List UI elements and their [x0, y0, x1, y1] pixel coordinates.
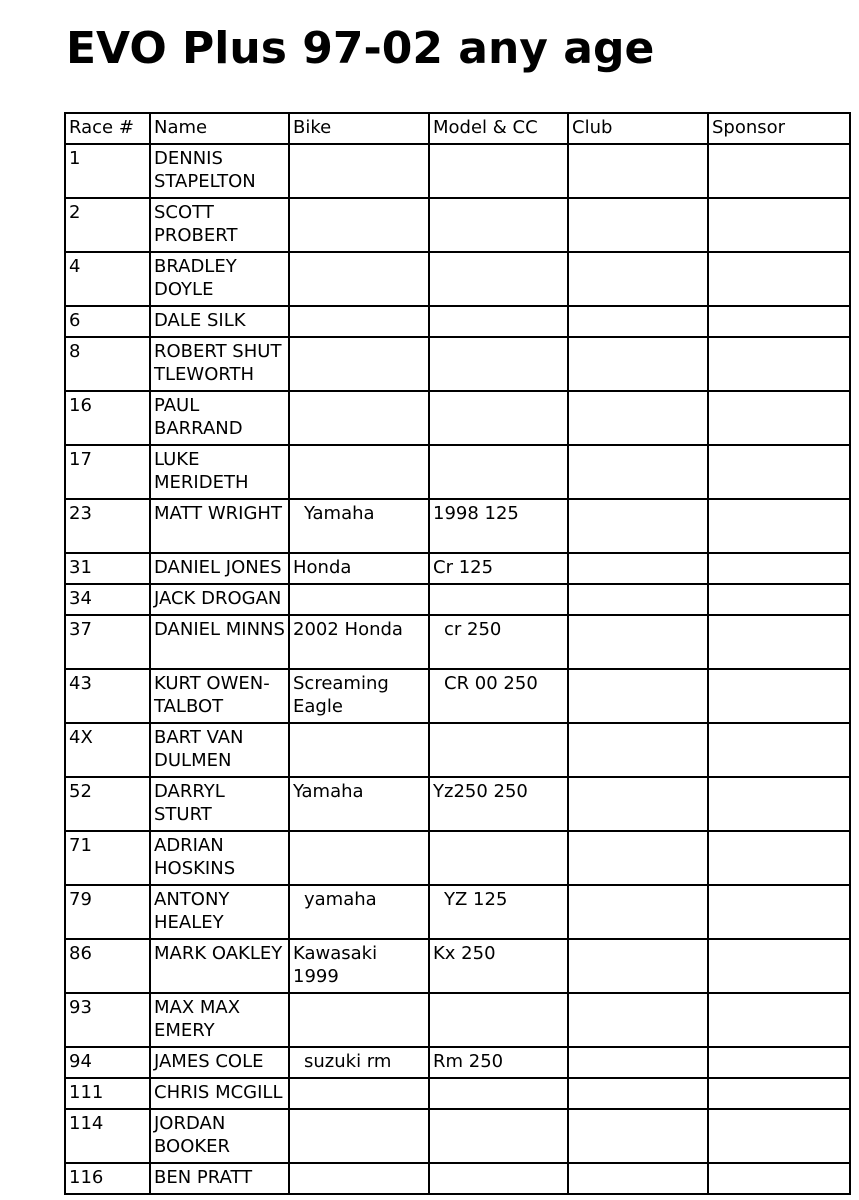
cell-name: MATT WRIGHT: [150, 499, 289, 553]
cell-bike: [289, 1109, 429, 1163]
cell-club: [568, 615, 708, 669]
cell-race-number: 116: [65, 1163, 150, 1194]
table-row: [65, 1078, 850, 1109]
cell-model-cc: Rm 250: [429, 1047, 568, 1078]
cell-race-number: 52: [65, 777, 150, 831]
table-row: [65, 669, 850, 723]
cell-sponsor: [708, 499, 850, 553]
cell-bike: 2002 Honda: [289, 615, 429, 669]
cell-club: [568, 777, 708, 831]
table-row: [65, 831, 850, 885]
cell-bike: [289, 1163, 429, 1194]
cell-bike: [289, 831, 429, 885]
cell-bike: Screaming Eagle: [289, 669, 429, 723]
cell-sponsor: [708, 1078, 850, 1109]
cell-model-cc: [429, 337, 568, 391]
cell-model-cc: [429, 445, 568, 499]
cell-club: [568, 252, 708, 306]
cell-race-number: 17: [65, 445, 150, 499]
cell-bike: [289, 252, 429, 306]
cell-bike: [289, 445, 429, 499]
cell-race-number: 34: [65, 584, 150, 615]
cell-sponsor: [708, 939, 850, 993]
cell-club: [568, 723, 708, 777]
cell-name: PAUL BARRAND: [150, 391, 289, 445]
cell-race-number: 94: [65, 1047, 150, 1078]
table-row: [65, 391, 850, 445]
cell-club: [568, 445, 708, 499]
cell-race-number: 79: [65, 885, 150, 939]
cell-model-cc: Cr 125: [429, 553, 568, 584]
table-row: [65, 553, 850, 584]
table-row: [65, 144, 850, 198]
cell-club: [568, 499, 708, 553]
cell-name: BRADLEY DOYLE: [150, 252, 289, 306]
cell-model-cc: [429, 391, 568, 445]
cell-sponsor: [708, 337, 850, 391]
cell-model-cc: Kx 250: [429, 939, 568, 993]
cell-club: [568, 1047, 708, 1078]
cell-sponsor: [708, 831, 850, 885]
cell-sponsor: [708, 777, 850, 831]
entry-table: [64, 112, 851, 1195]
cell-sponsor: [708, 885, 850, 939]
cell-name: DANIEL JONES: [150, 553, 289, 584]
cell-sponsor: [708, 306, 850, 337]
cell-club: [568, 831, 708, 885]
cell-sponsor: [708, 553, 850, 584]
cell-race-number: 4: [65, 252, 150, 306]
table-row: [65, 198, 850, 252]
cell-name: BEN PRATT: [150, 1163, 289, 1194]
cell-club: [568, 669, 708, 723]
cell-race-number: 43: [65, 669, 150, 723]
cell-sponsor: [708, 144, 850, 198]
column-header-club: Club: [568, 113, 708, 144]
table-row: [65, 252, 850, 306]
table-row: [65, 584, 850, 615]
cell-bike: [289, 144, 429, 198]
cell-club: [568, 1163, 708, 1194]
cell-race-number: 114: [65, 1109, 150, 1163]
cell-race-number: 2: [65, 198, 150, 252]
cell-club: [568, 885, 708, 939]
cell-name: CHRIS MCGILL: [150, 1078, 289, 1109]
cell-bike: [289, 337, 429, 391]
table-row: [65, 499, 850, 553]
cell-name: SCOTT PROBERT: [150, 198, 289, 252]
cell-club: [568, 391, 708, 445]
cell-club: [568, 198, 708, 252]
cell-sponsor: [708, 445, 850, 499]
table-row: [65, 1047, 850, 1078]
cell-model-cc: [429, 1163, 568, 1194]
column-header-name: Name: [150, 113, 289, 144]
table-row: [65, 615, 850, 669]
cell-sponsor: [708, 669, 850, 723]
cell-model-cc: [429, 1109, 568, 1163]
cell-race-number: 71: [65, 831, 150, 885]
cell-sponsor: [708, 993, 850, 1047]
cell-name: ANTONY HEALEY: [150, 885, 289, 939]
cell-model-cc: [429, 831, 568, 885]
table-row: [65, 777, 850, 831]
cell-name: JORDAN BOOKER: [150, 1109, 289, 1163]
cell-race-number: 111: [65, 1078, 150, 1109]
cell-race-number: 93: [65, 993, 150, 1047]
cell-model-cc: [429, 198, 568, 252]
cell-bike: Honda: [289, 553, 429, 584]
table-row: [65, 993, 850, 1047]
cell-name: KURT OWEN-TALBOT: [150, 669, 289, 723]
cell-club: [568, 993, 708, 1047]
cell-race-number: 31: [65, 553, 150, 584]
page-title: EVO Plus 97-02 any age: [66, 23, 655, 74]
column-header-model-cc: Model & CC: [429, 113, 568, 144]
cell-model-cc: [429, 252, 568, 306]
cell-bike: [289, 1078, 429, 1109]
cell-name: ADRIAN HOSKINS: [150, 831, 289, 885]
cell-name: DANIEL MINNS: [150, 615, 289, 669]
cell-race-number: 23: [65, 499, 150, 553]
cell-name: LUKE MERIDETH: [150, 445, 289, 499]
cell-club: [568, 144, 708, 198]
cell-model-cc: [429, 584, 568, 615]
table-row: [65, 1109, 850, 1163]
cell-club: [568, 939, 708, 993]
cell-sponsor: [708, 723, 850, 777]
cell-model-cc: [429, 144, 568, 198]
cell-bike: [289, 993, 429, 1047]
cell-club: [568, 584, 708, 615]
cell-name: BART VAN DULMEN: [150, 723, 289, 777]
cell-name: MARK OAKLEY: [150, 939, 289, 993]
table-header-row: [65, 113, 850, 144]
cell-name: JACK DROGAN: [150, 584, 289, 615]
cell-race-number: 86: [65, 939, 150, 993]
cell-bike: [289, 723, 429, 777]
table-row: [65, 306, 850, 337]
cell-race-number: 6: [65, 306, 150, 337]
cell-sponsor: [708, 1163, 850, 1194]
cell-model-cc: [429, 306, 568, 337]
table-row: [65, 939, 850, 993]
cell-club: [568, 553, 708, 584]
column-header-bike: Bike: [289, 113, 429, 144]
cell-race-number: 37: [65, 615, 150, 669]
cell-bike: yamaha: [289, 885, 429, 939]
cell-model-cc: [429, 1078, 568, 1109]
cell-bike: suzuki rm: [289, 1047, 429, 1078]
cell-model-cc: 1998 125: [429, 499, 568, 553]
cell-bike: Yamaha: [289, 777, 429, 831]
cell-sponsor: [708, 198, 850, 252]
cell-model-cc: Yz250 250: [429, 777, 568, 831]
cell-bike: [289, 306, 429, 337]
table-row: [65, 337, 850, 391]
cell-sponsor: [708, 1047, 850, 1078]
cell-race-number: 16: [65, 391, 150, 445]
cell-model-cc: [429, 723, 568, 777]
cell-sponsor: [708, 615, 850, 669]
cell-model-cc: CR 00 250: [429, 669, 568, 723]
cell-club: [568, 1109, 708, 1163]
cell-bike: Yamaha: [289, 499, 429, 553]
cell-club: [568, 1078, 708, 1109]
cell-race-number: 4X: [65, 723, 150, 777]
table-row: [65, 885, 850, 939]
table-row: [65, 445, 850, 499]
cell-bike: Kawasaki 1999: [289, 939, 429, 993]
cell-sponsor: [708, 391, 850, 445]
cell-name: DARRYL STURT: [150, 777, 289, 831]
cell-name: ROBERT SHUT TLEWORTH: [150, 337, 289, 391]
cell-bike: [289, 391, 429, 445]
cell-club: [568, 306, 708, 337]
column-header-race-number: Race #: [65, 113, 150, 144]
cell-club: [568, 337, 708, 391]
cell-sponsor: [708, 584, 850, 615]
cell-model-cc: [429, 993, 568, 1047]
cell-race-number: 8: [65, 337, 150, 391]
cell-model-cc: YZ 125: [429, 885, 568, 939]
table-row: [65, 1163, 850, 1194]
cell-model-cc: cr 250: [429, 615, 568, 669]
cell-name: DALE SILK: [150, 306, 289, 337]
cell-name: MAX MAX EMERY: [150, 993, 289, 1047]
cell-race-number: 1: [65, 144, 150, 198]
cell-name: JAMES COLE: [150, 1047, 289, 1078]
column-header-sponsor: Sponsor: [708, 113, 850, 144]
cell-bike: [289, 198, 429, 252]
table-body: [65, 144, 850, 1194]
cell-sponsor: [708, 1109, 850, 1163]
cell-sponsor: [708, 252, 850, 306]
cell-name: DENNIS STAPELTON: [150, 144, 289, 198]
cell-bike: [289, 584, 429, 615]
table-row: [65, 723, 850, 777]
